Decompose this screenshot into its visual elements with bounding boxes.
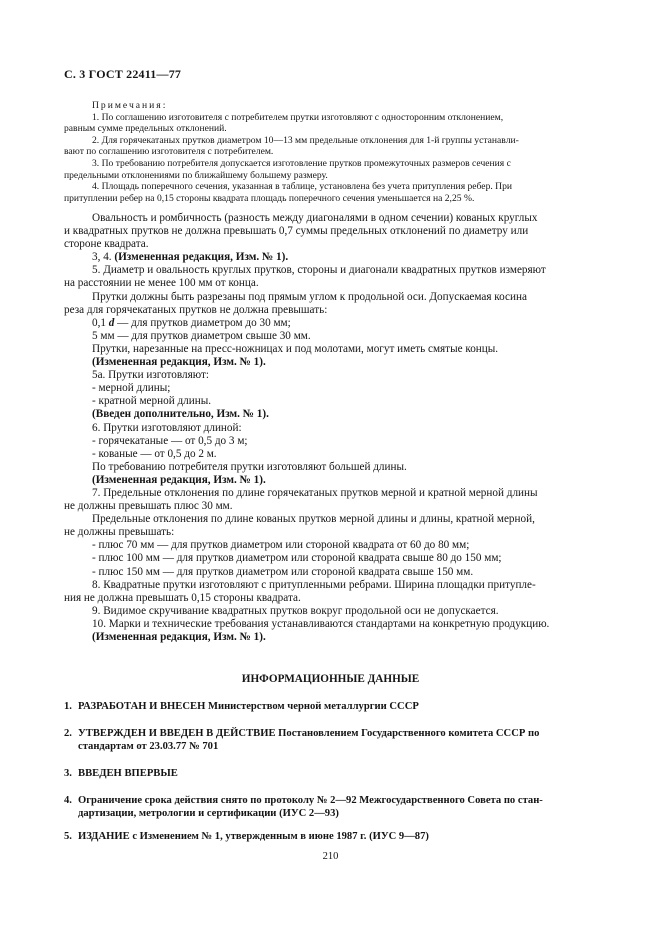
note-line: 3. По требованию потребителя допускается изготовление прутков промежуточных размеров сечения с bbox=[92, 157, 511, 169]
paragraph-line: Предельные отклонения по длине кованых прутков мерной длины и длины, кратной мерной, bbox=[92, 513, 535, 526]
amendment-note: (Измененная редакция, Изм. № 1). bbox=[114, 251, 289, 264]
page-number: 210 bbox=[322, 851, 339, 862]
note-line: 4. Площадь поперечного сечения, указанная в таблице, установлена без учета притупления ребер. При bbox=[92, 181, 513, 193]
amendment-note: (Введен дополнительно, Изм. № 1). bbox=[92, 408, 269, 421]
paragraph-line: 8. Квадратные прутки изготовляют с притупленными ребрами. Ширина площадки притупле- bbox=[92, 578, 536, 591]
amendment-note: (Измененная редакция, Изм. № 1). bbox=[92, 356, 266, 369]
amendment-note: (Измененная редакция, Изм. № 1). bbox=[92, 631, 266, 643]
info-item-3 bbox=[64, 767, 602, 780]
note-line: равным сумме предельных отклонений. bbox=[64, 123, 227, 135]
symbol-d: d bbox=[108, 316, 115, 329]
paragraph-line: 10. Марки и технические требования устанавливаются стандартами на конкретную продукцию. bbox=[92, 617, 550, 630]
note-line: 2. Для горячекатаных прутков диаметром 10—13 мм предельные отклонения для 1-й группы устанавли- bbox=[92, 134, 519, 146]
list-item: - мерной длины; bbox=[92, 382, 171, 395]
notes-block bbox=[64, 100, 600, 204]
info-section-title: ИНФОРМАЦИОННЫЕ ДАННЫЕ bbox=[241, 673, 420, 685]
notes-title: Примечания: bbox=[92, 100, 168, 111]
paragraph-line: Овальность и ромбичность (разность между диагоналями в одном сечении) кованых круглых bbox=[92, 212, 538, 224]
page-header: С. 3 ГОСТ 22411—77 bbox=[64, 67, 182, 81]
list-item: - кратной мерной длины. bbox=[92, 395, 212, 408]
info-item-number: 2. bbox=[64, 728, 72, 739]
paragraph-line bbox=[92, 317, 600, 330]
info-item-text: ВВЕДЕН ВПЕРВЫЕ bbox=[78, 768, 178, 779]
note-line: предельными отклонениями по ближайшему большему размеру. bbox=[64, 169, 328, 181]
paragraph-line: 5а. Прутки изготовляют: bbox=[92, 369, 209, 382]
paragraph-line: 9. Видимое скручивание квадратных прутков вокруг продольной оси не допускается. bbox=[92, 604, 499, 617]
amendment-note: (Измененная редакция, Изм. № 1). bbox=[92, 473, 266, 486]
paragraph-line bbox=[92, 251, 600, 264]
text-fragment: — для прутков диаметром до 30 мм; bbox=[114, 316, 291, 329]
paragraph-line: Прутки, нарезанные на пресс-ножницах и под молотами, могут иметь смятые концы. bbox=[92, 342, 499, 355]
info-item-4 bbox=[64, 794, 602, 820]
paragraph-line: 6. Прутки изготовляют длиной: bbox=[92, 421, 242, 434]
text-fragment: 0,1 bbox=[92, 316, 109, 329]
paragraph-line: не должны превышать: bbox=[64, 526, 175, 539]
info-item-text: ИЗДАНИЕ с Изменением № 1, утвержденным в июне 1987 г. (ИУС 9—87) bbox=[78, 831, 429, 842]
paragraph-line: реза для горячекатаных прутков не должна превышать: bbox=[64, 303, 328, 316]
info-item-number: 3. bbox=[64, 768, 72, 779]
paragraph-line: 7. Предельные отклонения по длине горячекатаных прутков мерной и кратной мерной длины bbox=[92, 486, 538, 499]
body-text bbox=[64, 212, 600, 644]
list-item: - плюс 100 мм — для прутков диаметром или стороной квадрата свыше 80 до 150 мм; bbox=[92, 552, 502, 565]
note-line: 1. По соглашению изготовителя с потребителем прутки изготовляют с односторонним отклонением, bbox=[92, 111, 504, 123]
info-item-number: 1. bbox=[64, 701, 72, 712]
paragraph-line: стороне квадрата. bbox=[64, 238, 149, 251]
info-item-text: УТВЕРЖДЕН И ВВЕДЕН В ДЕЙСТВИЕ Постановлением Государственного комитета СССР по bbox=[78, 728, 540, 739]
note-line: притуплении ребер на 0,15 стороны квадрата площадь поперечного сечения уменьшается на 2,25 %. bbox=[64, 192, 475, 204]
info-item-text: стандартам от 23.03.77 № 701 bbox=[78, 741, 219, 752]
list-item: - плюс 150 мм — для прутков диаметром или стороной квадрата свыше 150 мм. bbox=[92, 565, 474, 578]
paragraph-line: ния не должна превышать 0,15 стороны квадрата. bbox=[64, 591, 301, 604]
paragraph-line: Прутки должны быть разрезаны под прямым углом к продольной оси. Допускаемая косина bbox=[92, 290, 527, 303]
list-item: - плюс 70 мм — для прутков диаметром или стороной квадрата от 60 до 80 мм; bbox=[92, 539, 470, 552]
info-item-5 bbox=[64, 830, 602, 843]
info-item-text: дартизации, метрологии и сертификации (ИУС 2—93) bbox=[78, 808, 339, 819]
note-line: вают по соглашению изготовителя с потребителем. bbox=[64, 146, 274, 158]
paragraph-line: 5 мм — для прутков диаметром свыше 30 мм. bbox=[92, 329, 311, 342]
info-item-number: 4. bbox=[64, 795, 72, 806]
paragraph-line: 5. Диаметр и овальность круглых прутков, стороны и диагонали квадратных прутков измеряют bbox=[92, 264, 546, 277]
info-item-text: Ограничение срока действия снято по протоколу № 2—92 Межгосударственного Совета по стан- bbox=[78, 795, 543, 806]
list-item: - горячекатаные — от 0,5 до 3 м; bbox=[92, 434, 248, 447]
paragraph-line: По требованию потребителя прутки изготовляют большей длины. bbox=[92, 460, 407, 473]
info-item-2 bbox=[64, 727, 602, 753]
list-item: - кованые — от 0,5 до 2 м. bbox=[92, 447, 217, 460]
paragraph-line: и квадратных прутков не должна превышать 0,7 суммы предельных отклонений по диаметру или bbox=[64, 225, 529, 238]
info-item-number: 5. bbox=[64, 831, 72, 842]
info-item-1 bbox=[64, 700, 602, 713]
clause-ref: 3, 4. bbox=[92, 251, 115, 264]
paragraph-line: на расстоянии не менее 100 мм от конца. bbox=[64, 277, 259, 290]
paragraph-line: не должны превышать плюс 30 мм. bbox=[64, 500, 233, 513]
info-item-text: РАЗРАБОТАН И ВНЕСЕН Министерством черной металлургии СССР bbox=[78, 701, 419, 712]
